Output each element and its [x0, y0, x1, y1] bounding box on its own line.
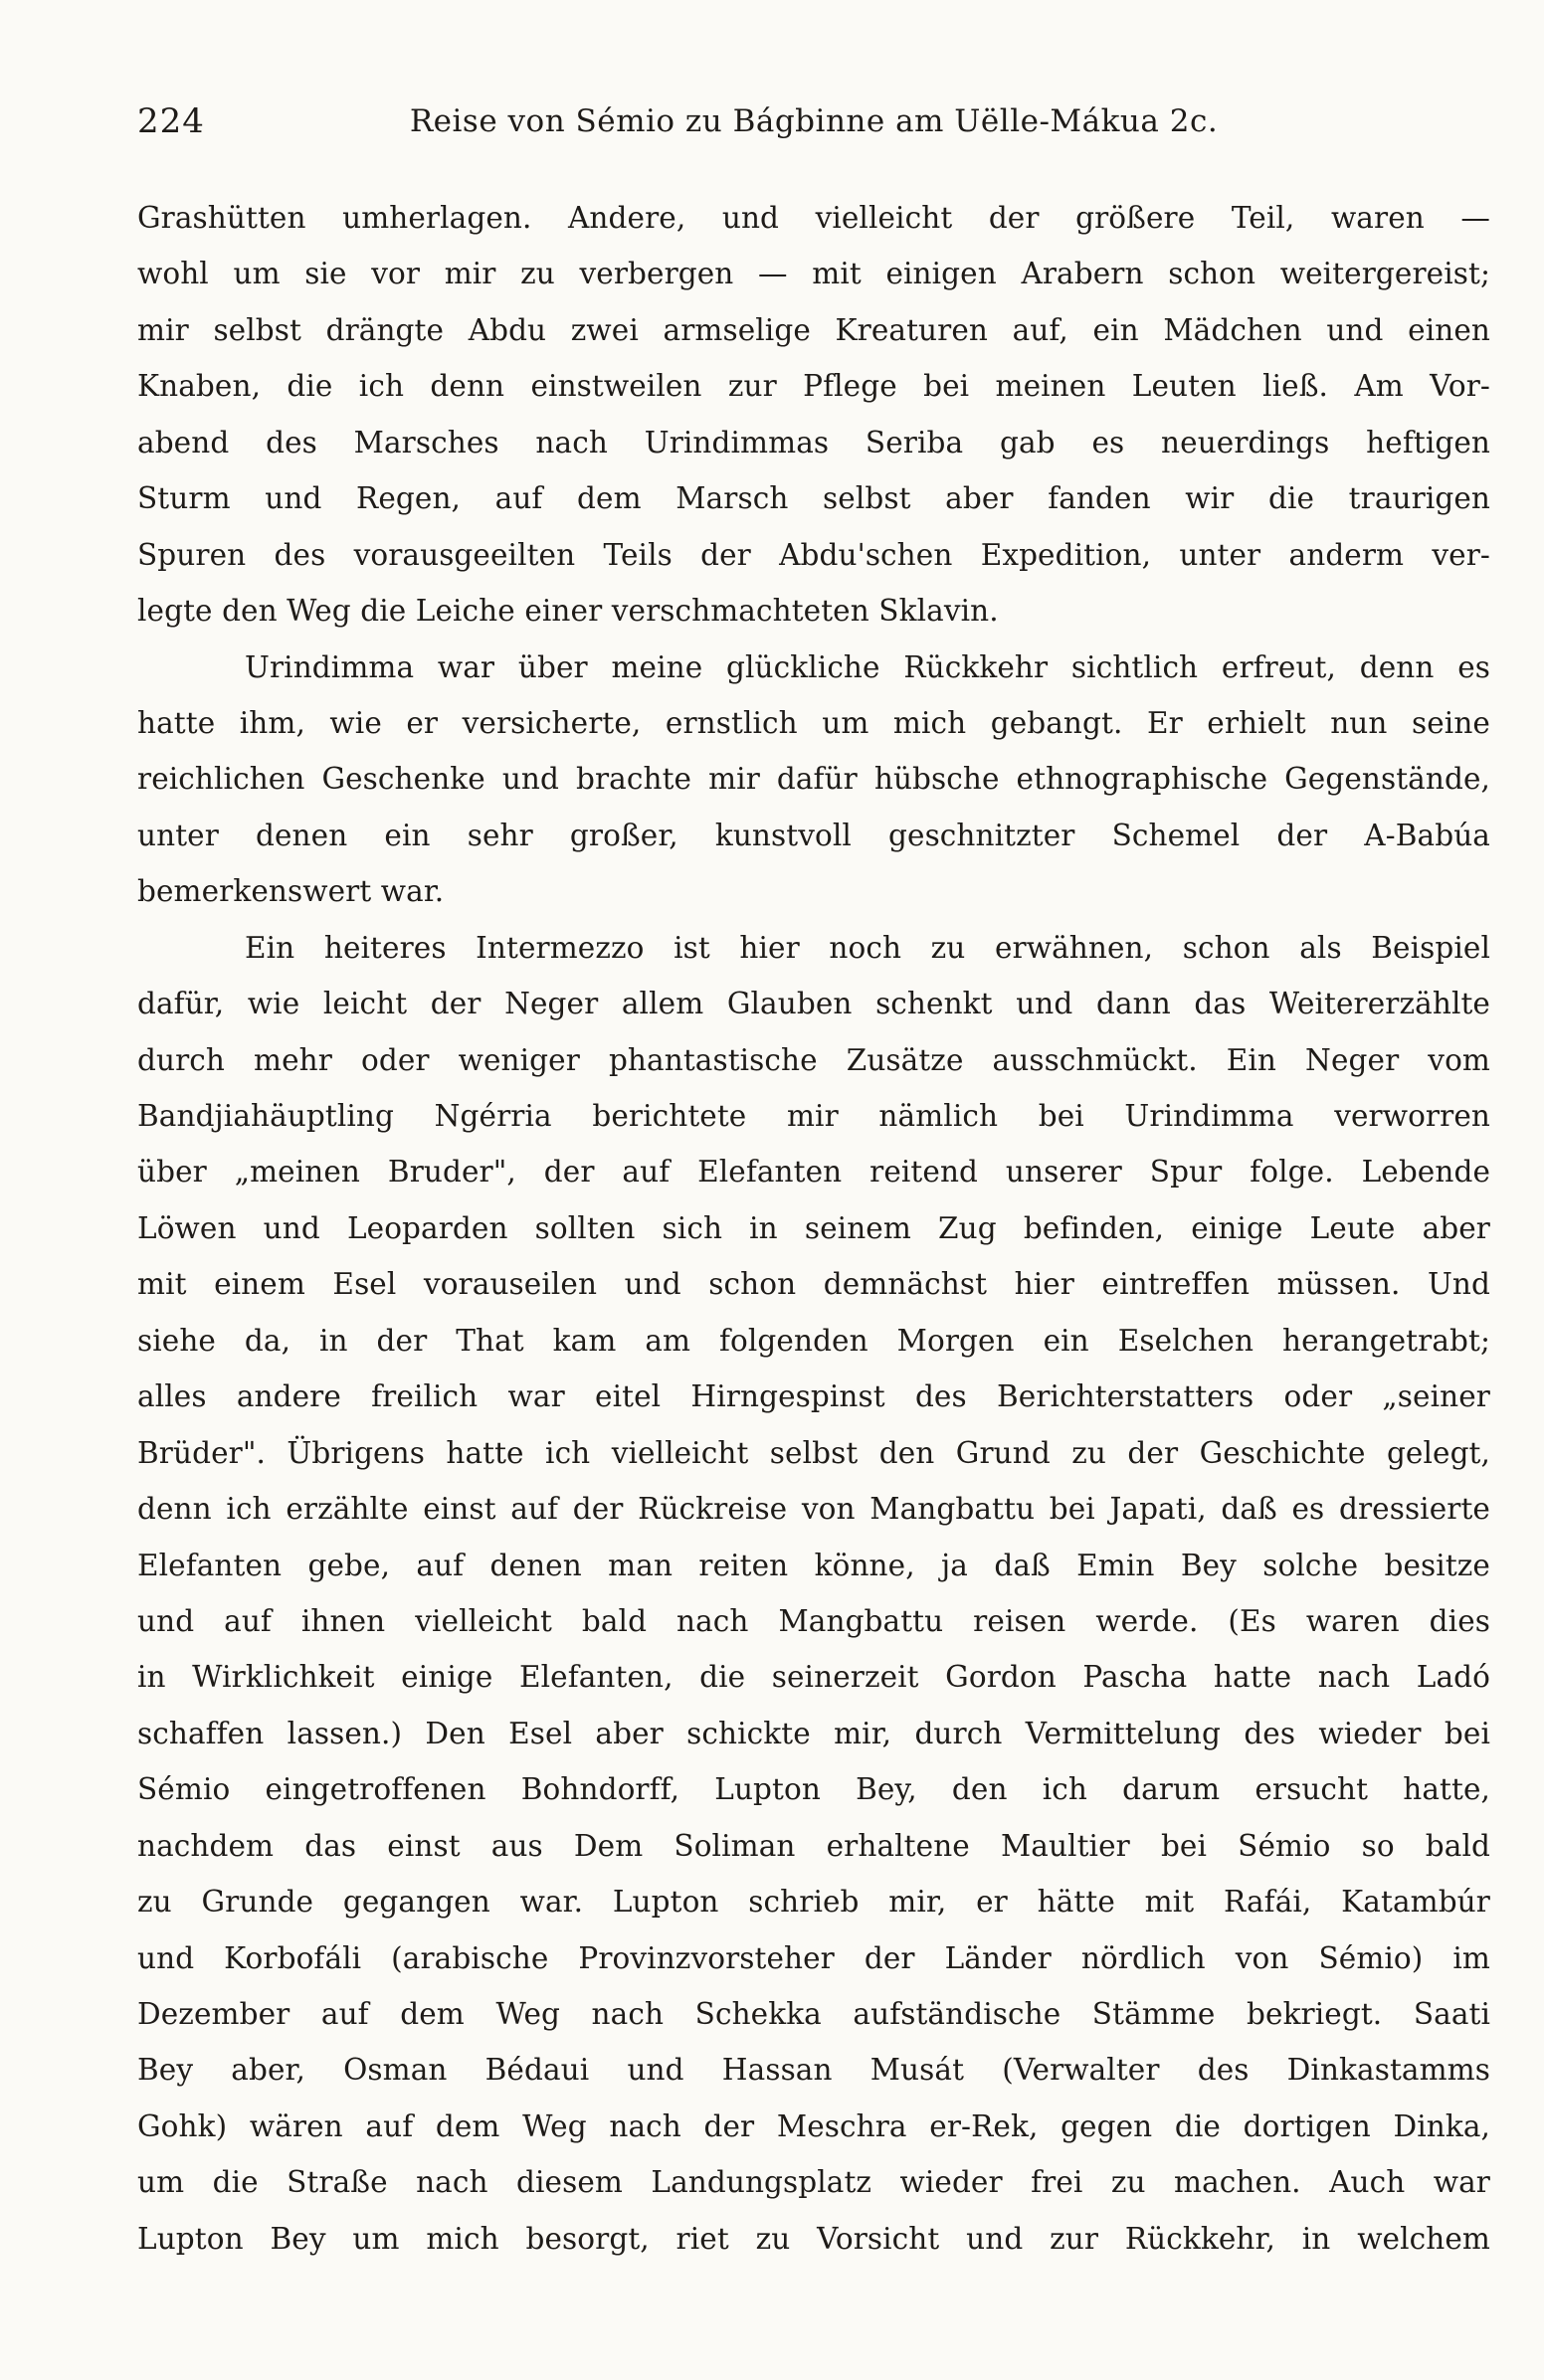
text-line: siehe da, in der That kam am folgenden Morgen ein Eselchen herangetrabt; [137, 1323, 1490, 1358]
text-line: denn ich erzählte einst auf der Rückreise von Mangbattu bei Japati, daß es dressierte [137, 1492, 1490, 1527]
body-text [137, 190, 1490, 2267]
text-line: Knaben, die ich denn einstweilen zur Pflege bei meinen Leuten ließ. Am Vor- [137, 369, 1490, 404]
text-line: Löwen und Leoparden sollten sich in seinem Zug befinden, einige Leute aber [137, 1210, 1490, 1245]
text-line: und auf ihnen vielleicht bald nach Mangbattu reisen werde. (Es waren dies [137, 1603, 1490, 1638]
running-title: Reise von Sémio zu Bágbinne am Uëlle-Mákua 2c. [409, 103, 1219, 139]
text-line: bemerkenswert war. [137, 874, 445, 909]
paragraph-start-line: Ein heiteres Intermezzo ist hier noch zu erwähnen, schon als Beispiel [245, 930, 1490, 965]
text-line: mit einem Esel vorauseilen und schon demnächst hier eintreffen müssen. Und [137, 1267, 1490, 1302]
text-line: durch mehr oder weniger phantastische Zusätze ausschmückt. Ein Neger vom [137, 1042, 1490, 1077]
text-line: Dezember auf dem Weg nach Schekka aufständische Stämme bekriegt. Saati [137, 1997, 1490, 2031]
text-line: Lupton Bey um mich besorgt, riet zu Vorsicht und zur Rückkehr, in welchem [137, 2221, 1490, 2256]
text-line: Sémio eingetroffenen Bohndorff, Lupton Bey, den ich darum ersucht hatte, [137, 1772, 1490, 1807]
text-line: Bandjiahäuptling Ngérria berichtete mir nämlich bei Urindimma verworren [137, 1099, 1490, 1133]
text-line: schaffen lassen.) Den Esel aber schickte mir, durch Vermittelung des wieder bei [137, 1716, 1490, 1750]
text-line: und Korbofáli (arabische Provinzvorsteher der Länder nördlich von Sémio) im [137, 1940, 1490, 1975]
text-line: Spuren des vorausgeeilten Teils der Abdu'schen Expedition, unter anderm ver- [137, 537, 1490, 572]
text-line: hatte ihm, wie er versicherte, ernstlich um mich gebangt. Er erhielt nun seine [137, 705, 1490, 740]
text-line: legte den Weg die Leiche einer verschmachteten Sklavin. [137, 594, 999, 629]
paragraph-start-line: Urindimma war über meine glückliche Rückkehr sichtlich erfreut, denn es [245, 649, 1490, 684]
text-line: Grashütten umherlagen. Andere, und vielleicht der größere Teil, waren — [137, 201, 1490, 235]
text-line: in Wirklichkeit einige Elefanten, die seinerzeit Gordon Pascha hatte nach Ladó [137, 1660, 1490, 1695]
text-line: Gohk) wären auf dem Weg nach der Meschra er-Rek, gegen die dortigen Dinka, [137, 2108, 1490, 2143]
text-line: unter denen ein sehr großer, kunstvoll geschnitzter Schemel der A-Babúa [137, 818, 1490, 852]
text-line: reichlichen Geschenke und brachte mir dafür hübsche ethnographische Gegenstände, [137, 762, 1490, 797]
text-line: abend des Marsches nach Urindimmas Seriba gab es neuerdings heftigen [137, 425, 1490, 459]
text-line: Sturm und Regen, auf dem Marsch selbst aber fanden wir die traurigen [137, 481, 1490, 516]
text-line: alles andere freilich war eitel Hirngespinst des Berichterstatters oder „seiner [137, 1379, 1490, 1414]
text-line: über „meinen Bruder", der auf Elefanten reitend unserer Spur folge. Lebende [137, 1155, 1490, 1190]
page-header [137, 95, 1490, 155]
text-line: Brüder". Übrigens hatte ich vielleicht selbst den Grund zu der Geschichte gelegt, [137, 1435, 1490, 1470]
text-line: Elefanten gebe, auf denen man reiten könne, ja daß Emin Bey solche besitze [137, 1548, 1490, 1582]
text-line: mir selbst drängte Abdu zwei armselige Kreaturen auf, ein Mädchen und einen [137, 312, 1490, 347]
page-number: 224 [137, 101, 205, 141]
text-line: zu Grunde gegangen war. Lupton schrieb mir, er hätte mit Rafái, Katambúr [137, 1885, 1490, 1920]
text-line: nachdem das einst aus Dem Soliman erhaltene Maultier bei Sémio so bald [137, 1828, 1490, 1863]
text-line: dafür, wie leicht der Neger allem Glauben schenkt und dann das Weitererzählte [137, 987, 1490, 1021]
book-page [137, 95, 1490, 2343]
text-line: wohl um sie vor mir zu verbergen — mit einigen Arabern schon weitergereist; [137, 257, 1490, 291]
text-line: um die Straße nach diesem Landungsplatz wieder frei zu machen. Auch war [137, 2165, 1490, 2200]
text-line: Bey aber, Osman Bédaui und Hassan Musát (Verwalter des Dinkastamms [137, 2053, 1490, 2088]
